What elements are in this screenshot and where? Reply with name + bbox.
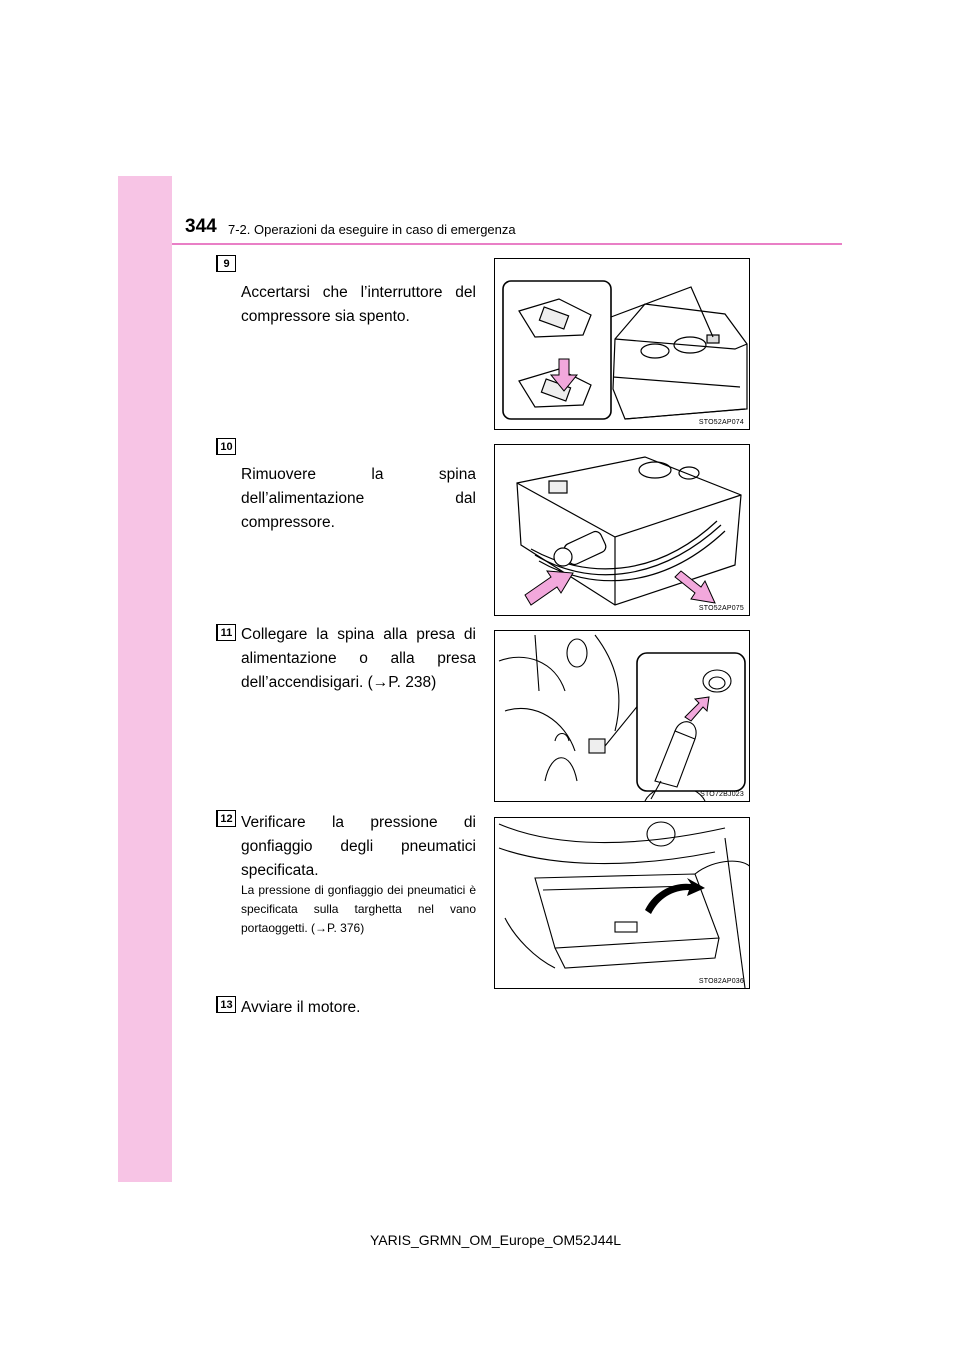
compressor-switch-figure bbox=[494, 258, 750, 430]
step-number-badge: 10 bbox=[216, 438, 236, 455]
step-instruction: Verificare la pressione di gonfiaggio degli pneumatici specificata. bbox=[241, 814, 476, 879]
step-number-badge: 12 bbox=[216, 810, 236, 827]
step-number-badge: 11 bbox=[216, 624, 236, 641]
power-plug-removal-figure bbox=[494, 444, 750, 616]
step-number-badge: 13 bbox=[216, 996, 236, 1013]
document-id-footer: YARIS_GRMN_OM_Europe_OM52J44L bbox=[370, 1232, 622, 1248]
step-note: La pressione di gonfiaggio dei pneumatici è specificata sulla targhetta nel vano portaoggetti. (→P. 376) bbox=[241, 883, 476, 935]
chapter-sidebar-tab bbox=[118, 176, 172, 1182]
step-instruction: Rimuovere la spina dell’alimentazione dal compressore. bbox=[241, 466, 476, 531]
power-outlet-figure bbox=[494, 630, 750, 802]
step-number-badge: 9 bbox=[216, 255, 236, 272]
compressor-switch-illustration bbox=[495, 259, 750, 430]
power-plug-illustration bbox=[495, 445, 750, 616]
header-rule bbox=[172, 243, 842, 245]
step-instruction: Collegare la spina alla presa di alimentazione o alla presa dell’accendisigari. (→P. 238) bbox=[241, 626, 476, 691]
power-outlet-illustration bbox=[495, 631, 750, 802]
figure-code: STO82AP036 bbox=[698, 978, 744, 985]
page-number: 344 bbox=[185, 216, 217, 237]
section-title: 7-2. Operazioni da eseguire in caso di emergenza bbox=[228, 222, 516, 237]
figure-code: STO52AP075 bbox=[698, 605, 744, 612]
figure-code: STO72BJ023 bbox=[700, 791, 744, 798]
step-instruction: Accertarsi che l’interruttore del compressore sia spento. bbox=[241, 284, 476, 325]
step-instruction: Avviare il motore. bbox=[241, 999, 361, 1016]
glove-box-label-figure bbox=[494, 817, 750, 989]
figure-code: STO52AP074 bbox=[698, 419, 744, 426]
glove-box-illustration bbox=[495, 818, 750, 989]
